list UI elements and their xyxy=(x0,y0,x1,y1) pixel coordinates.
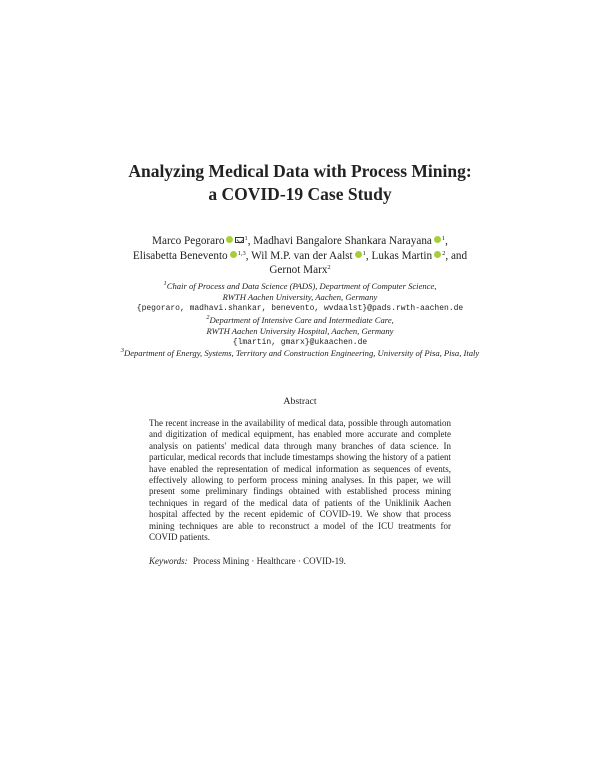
paper-title xyxy=(0,160,600,206)
author-name: Elisabetta Benevento xyxy=(132,249,228,262)
affiliation-1-email[interactable]: {pegoraro, madhavi.shankar, benevento, wvdaalst}@pads.rwth-aachen.de xyxy=(136,304,464,314)
keywords-text: Process Mining · Healthcare · COVID-19. xyxy=(192,556,346,566)
orcid-icon[interactable] xyxy=(434,236,441,243)
author-list: Marco Pegoraro $^1$, Madhavi Bangalore Shankara Narayana $^1$, Elisabetta Benevento $^{1,3}$, Wil M.P. van der Aalst $^1$, Lukas Martin $^2$, and Gernot Marx$^2$ xyxy=(132,235,468,276)
author-affil-sup: 1 xyxy=(441,235,446,242)
abstract-heading: Abstract xyxy=(283,396,317,407)
author-affil-sup: 2 xyxy=(442,249,446,257)
author-affil-sup: 2 xyxy=(327,264,331,271)
author-affil-sup: 1 xyxy=(244,235,248,242)
abstract-body: The recent increase in the availability of medical data, possible through automation and digitization of medical equipment, has enabled more accurate and complete analysis on patients' medical data through many branches of data science. In particular, medical records that include timestamps showing the history of a patient have enabled the representation of medical information as sequences of events, effectively allowing to perform process mining analyses. In this paper, we will present some preliminary findings obtained with established process mining techniques in regard of the medical data of patients of the Uniklinik Aachen hospital affected by the recent epidemic of COVID-19. We show that process mining techniques are able to reconstruct a model of the ICU treatments for COVID patients. xyxy=(149,418,451,543)
keywords xyxy=(149,556,451,567)
author-name: Lukas Martin xyxy=(371,249,433,262)
affiliation-1: $^1$Chair of Process and Data Science (PADS), Department of Computer Science, xyxy=(163,280,437,291)
orcid-icon[interactable] xyxy=(226,236,233,243)
author-affil-sup: 1 xyxy=(362,249,366,257)
title-line-1: Analyzing Medical Data with Process Mining: xyxy=(128,161,472,181)
affiliation-3: $^3$Department of Energy, Systems, Territory and Construction Engineering, University of Pisa, Pisa, Italy xyxy=(120,347,480,359)
title-line-2: a COVID-19 Case Study xyxy=(208,184,392,204)
author-name: Gernot Marx xyxy=(269,264,328,276)
affiliations: $^1$Chair of Process and Data Science (PADS), Department of Computer Science, RWTH Aachen University, Aachen, Germany {pegoraro, madhavi.shankar, benevento, wvdaalst}@pads.rwth-aachen.de $^2$Department of Intensive Care and Intermediate Care, RWTH Aachen University Hospital, Aachen, Germany {lmartin, gmarx}@ukaachen.de $^3$Department of Energy, Systems, Territory and Construction Engineering, University of Pisa, Pisa, Italy xyxy=(60,281,540,359)
author-name: Marco Pegoraro xyxy=(152,235,225,247)
orcid-icon[interactable] xyxy=(230,251,237,258)
keywords-label: Keywords: xyxy=(149,556,188,566)
orcid-icon[interactable] xyxy=(355,251,362,258)
author-name: Madhavi Bangalore Shankara Narayana xyxy=(253,235,432,247)
envelope-icon[interactable] xyxy=(235,237,244,243)
author-affil-sup: 1,3 xyxy=(237,249,246,257)
orcid-icon[interactable] xyxy=(434,251,441,258)
author-name: Wil M.P. van der Aalst xyxy=(251,249,353,262)
affiliation-2-email[interactable]: {lmartin, gmarx}@ukaachen.de xyxy=(232,338,368,348)
affiliation-2: $^2$Department of Intensive Care and Intermediate Care, xyxy=(206,313,394,325)
